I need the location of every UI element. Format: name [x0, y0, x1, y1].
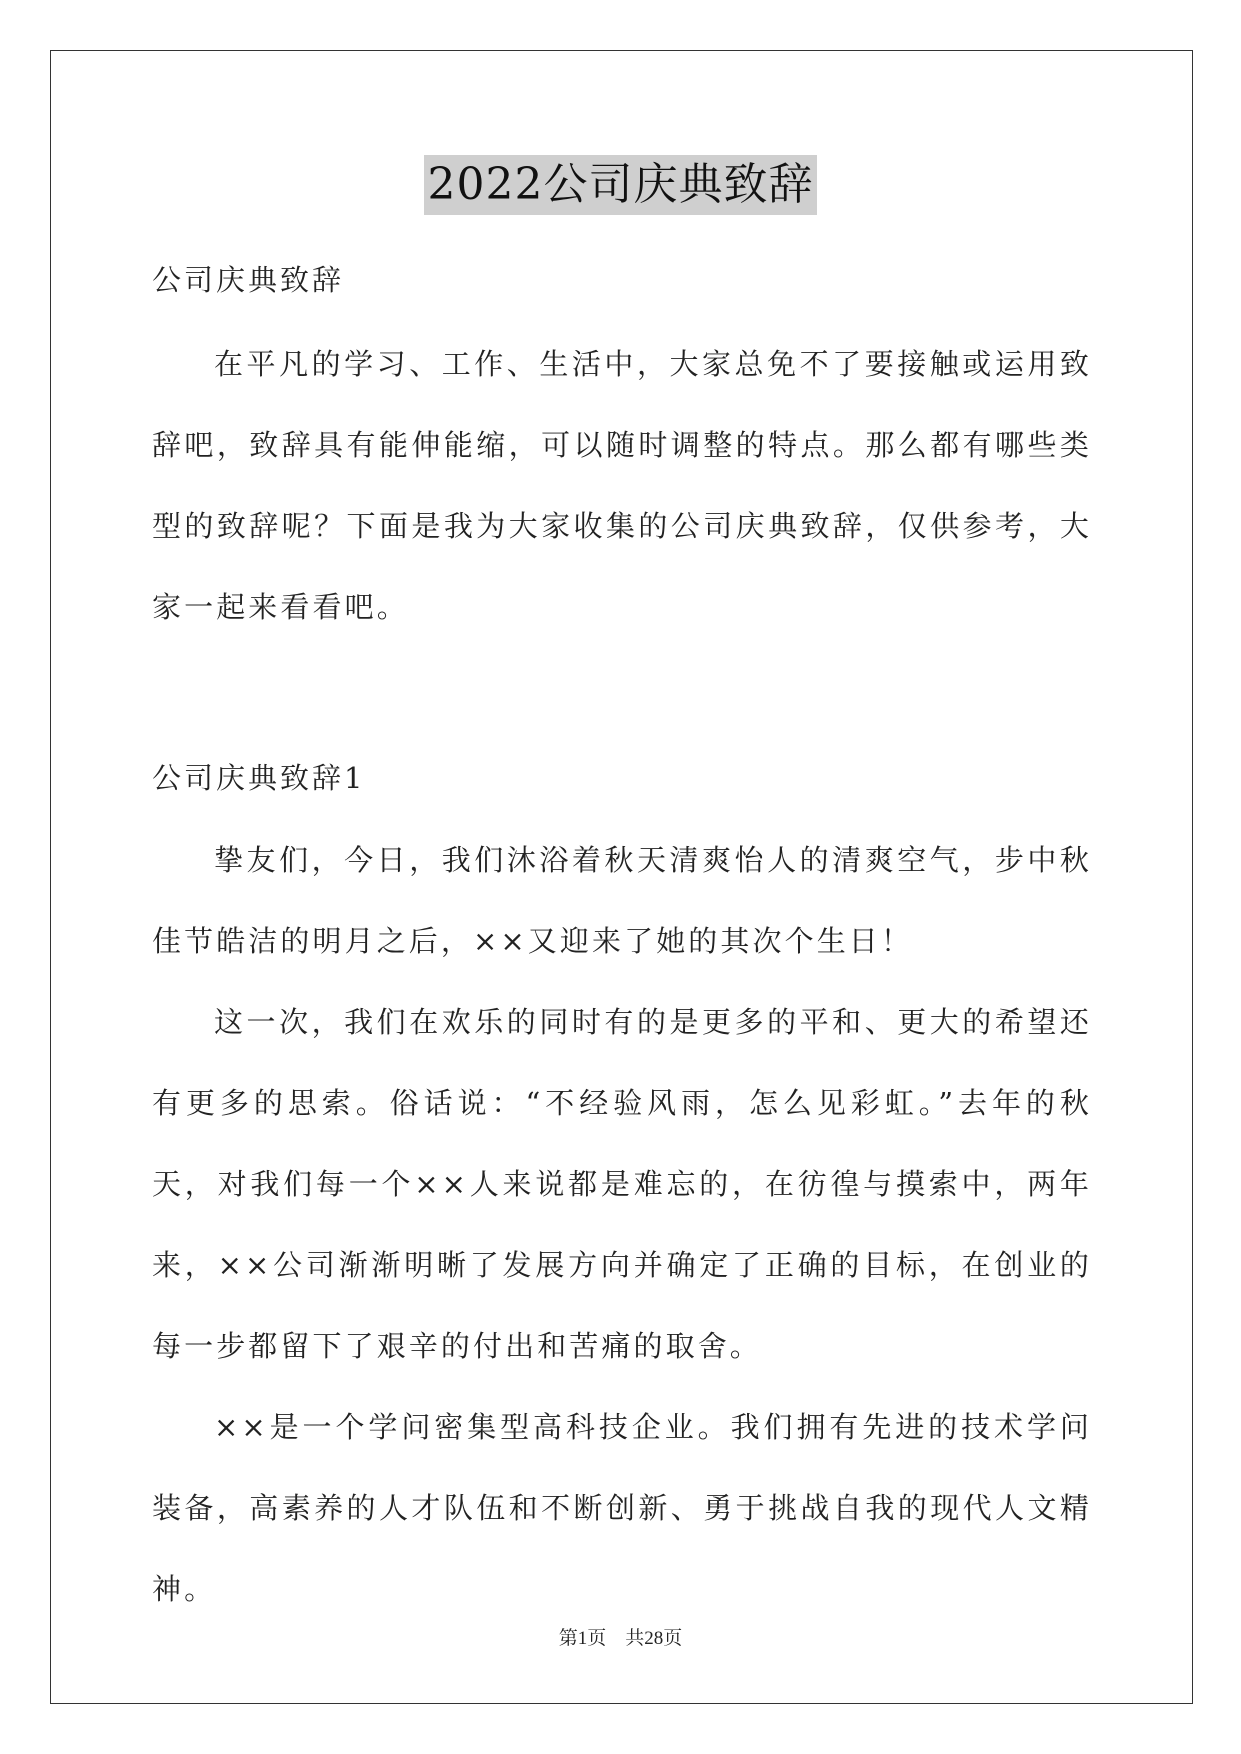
- page-footer: [0, 1623, 1241, 1650]
- document-body: [152, 260, 1092, 1630]
- section-paragraph-3: ××是一个学问密集型高科技企业。我们拥有先进的技术学问装备，高素养的人才队伍和不断创新、勇于挑战自我的现代人文精神。: [152, 1410, 1092, 1606]
- intro-paragraph: 在平凡的学习、工作、生活中，大家总免不了要接触或运用致辞吧，致辞具有能伸能缩，可以随时调整的特点。那么都有哪些类型的致辞呢？下面是我为大家收集的公司庆典致辞，仅供参考，大家一起来看看吧。: [152, 347, 1092, 624]
- document-title: 2022公司庆典致辞: [424, 155, 818, 215]
- section-paragraph-1: 挚友们，今日，我们沐浴着秋天清爽怡人的清爽空气，步中秋佳节皓洁的明月之后，××又迎来了她的其次个生日！: [152, 843, 1092, 958]
- page-total: 共28页: [625, 1628, 683, 1649]
- section-heading: 公司庆典致辞1: [152, 761, 366, 795]
- section-paragraph-2: 这一次，我们在欢乐的同时有的是更多的平和、更大的希望还有更多的思索。俗话说：“不经验风雨，怎么见彩虹。”去年的秋天，对我们每一个××人来说都是难忘的，在彷徨与摸索中，两年来，××公司渐渐明晰了发展方向并确定了正确的目标，在创业的每一步都留下了艰辛的付出和苦痛的取舍。: [152, 1005, 1092, 1363]
- intro-heading: 公司庆典致辞: [152, 263, 345, 297]
- page-number: 第1页: [558, 1628, 607, 1649]
- title-container: [0, 155, 1241, 215]
